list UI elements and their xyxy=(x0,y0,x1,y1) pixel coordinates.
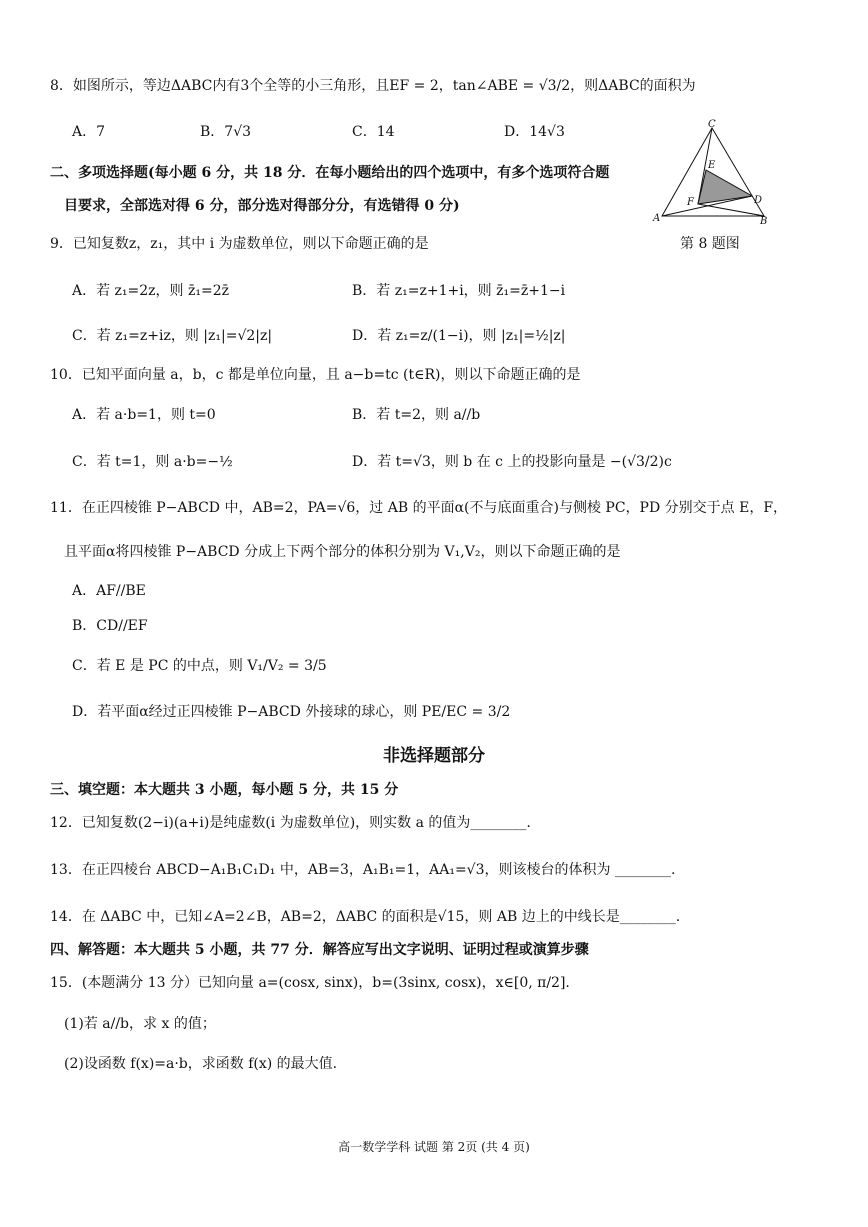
q15-part2: (2)设函数 f(x)=a·b，求函数 f(x) 的最大值. xyxy=(64,1056,338,1072)
q10-option-a: A．若 a·b=1，则 t=0 xyxy=(72,407,216,423)
q8-option-a: A．7 xyxy=(72,124,106,140)
page-footer: 高一数学学科 试题 第 2页 (共 4 页) xyxy=(338,1140,530,1154)
section2-heading-line2: 目要求，全部选对得 6 分，部分选对得部分分，有选错得 0 分) xyxy=(64,198,460,214)
q9-option-b: B．若 z₁=z+1+i，则 z̄₁=z̄+1−i xyxy=(352,283,566,299)
section3-heading: 三、填空题：本大题共 3 小题，每小题 5 分，共 15 分 xyxy=(50,782,399,798)
fig-label-d: D xyxy=(754,195,763,206)
q8-option-b: B．7√3 xyxy=(200,124,252,140)
q11-stem-line1: 11．在正四棱锥 P−ABCD 中，AB=2，PA=√6，过 AB 的平面α(不与底面重合)与侧棱 PC，PD 分别交于点 E，F， xyxy=(50,500,788,516)
fig-label-f: F xyxy=(687,197,694,208)
fig-label-e: E xyxy=(708,160,716,171)
q15-part1: (1)若 a//b，求 x 的值； xyxy=(64,1016,216,1032)
q8-figure xyxy=(650,118,780,226)
part-title: 非选择题部分 xyxy=(383,746,485,766)
q9-stem: 9．已知复数z，z₁，其中 i 为虚数单位，则以下命题正确的是 xyxy=(50,236,429,252)
q8-stem: 8．如图所示，等边ΔABC内有3个全等的小三角形，且EF = 2，tan∠ABE = √3/2，则ΔABC的面积为 xyxy=(50,78,696,94)
q8-option-c: C．14 xyxy=(352,124,395,140)
q11-option-b: B．CD//EF xyxy=(72,618,148,634)
q12: 12．已知复数(2−i)(a+i)是纯虚数(i 为虚数单位)，则实数 a 的值为________. xyxy=(50,815,531,831)
fig-label-a: A xyxy=(653,213,661,224)
q15-stem: 15．(本题满分 13 分）已知向量 a=(cosx, sinx)，b=(3sinx, cosx)，x∈[0, π/2]. xyxy=(50,975,570,991)
q8-option-d: D．14√3 xyxy=(504,124,565,140)
q14: 14．在 ΔABC 中，已知∠A=2∠B，AB=2，ΔABC 的面积是√15，则 AB 边上的中线长是________. xyxy=(50,909,681,925)
q9-option-d: D．若 z₁=z/(1−i)，则 |z₁|=½|z| xyxy=(352,328,566,344)
q10-option-d: D．若 t=√3，则 b 在 c 上的投影向量是 −(√3/2)c xyxy=(352,454,672,470)
q9-option-c: C．若 z₁=z+iz，则 |z₁|=√2|z| xyxy=(72,328,273,344)
q10-stem: 10．已知平面向量 a，b，c 都是单位向量，且 a−b=tc (t∈R)，则以下命题正确的是 xyxy=(50,367,581,383)
q11-option-d: D．若平面α经过正四棱锥 P−ABCD 外接球的球心，则 PE/EC = 3/2 xyxy=(72,704,511,720)
q10-option-b: B．若 t=2，则 a//b xyxy=(352,407,481,423)
fig-label-b: B xyxy=(760,216,768,226)
section2-heading-line1: 二、多项选择题(每小题 6 分，共 18 分．在每小题给出的四个选项中，有多个选项符合题 xyxy=(50,165,610,181)
fig-label-c: C xyxy=(708,119,716,130)
q8-figure-caption: 第 8 题图 xyxy=(680,236,740,252)
q11-option-c: C．若 E 是 PC 的中点，则 V₁/V₂ = 3/5 xyxy=(72,658,327,674)
q9-option-a: A．若 z₁=2z，则 z̄₁=2z̄ xyxy=(72,283,230,299)
q11-stem-line2: 且平面α将四棱锥 P−ABCD 分成上下两个部分的体积分别为 V₁,V₂，则以下命题正确的是 xyxy=(64,544,621,560)
q13: 13．在正四棱台 ABCD−A₁B₁C₁D₁ 中，AB=3，A₁B₁=1，AA₁=√3，则该棱台的体积为 ________. xyxy=(50,862,676,878)
q11-option-a: A．AF//BE xyxy=(72,583,146,599)
q10-option-c: C．若 t=1，则 a·b=−½ xyxy=(72,454,233,470)
section4-heading: 四、解答题：本大题共 5 小题，共 77 分．解答应写出文字说明、证明过程或演算步骤 xyxy=(50,942,589,958)
